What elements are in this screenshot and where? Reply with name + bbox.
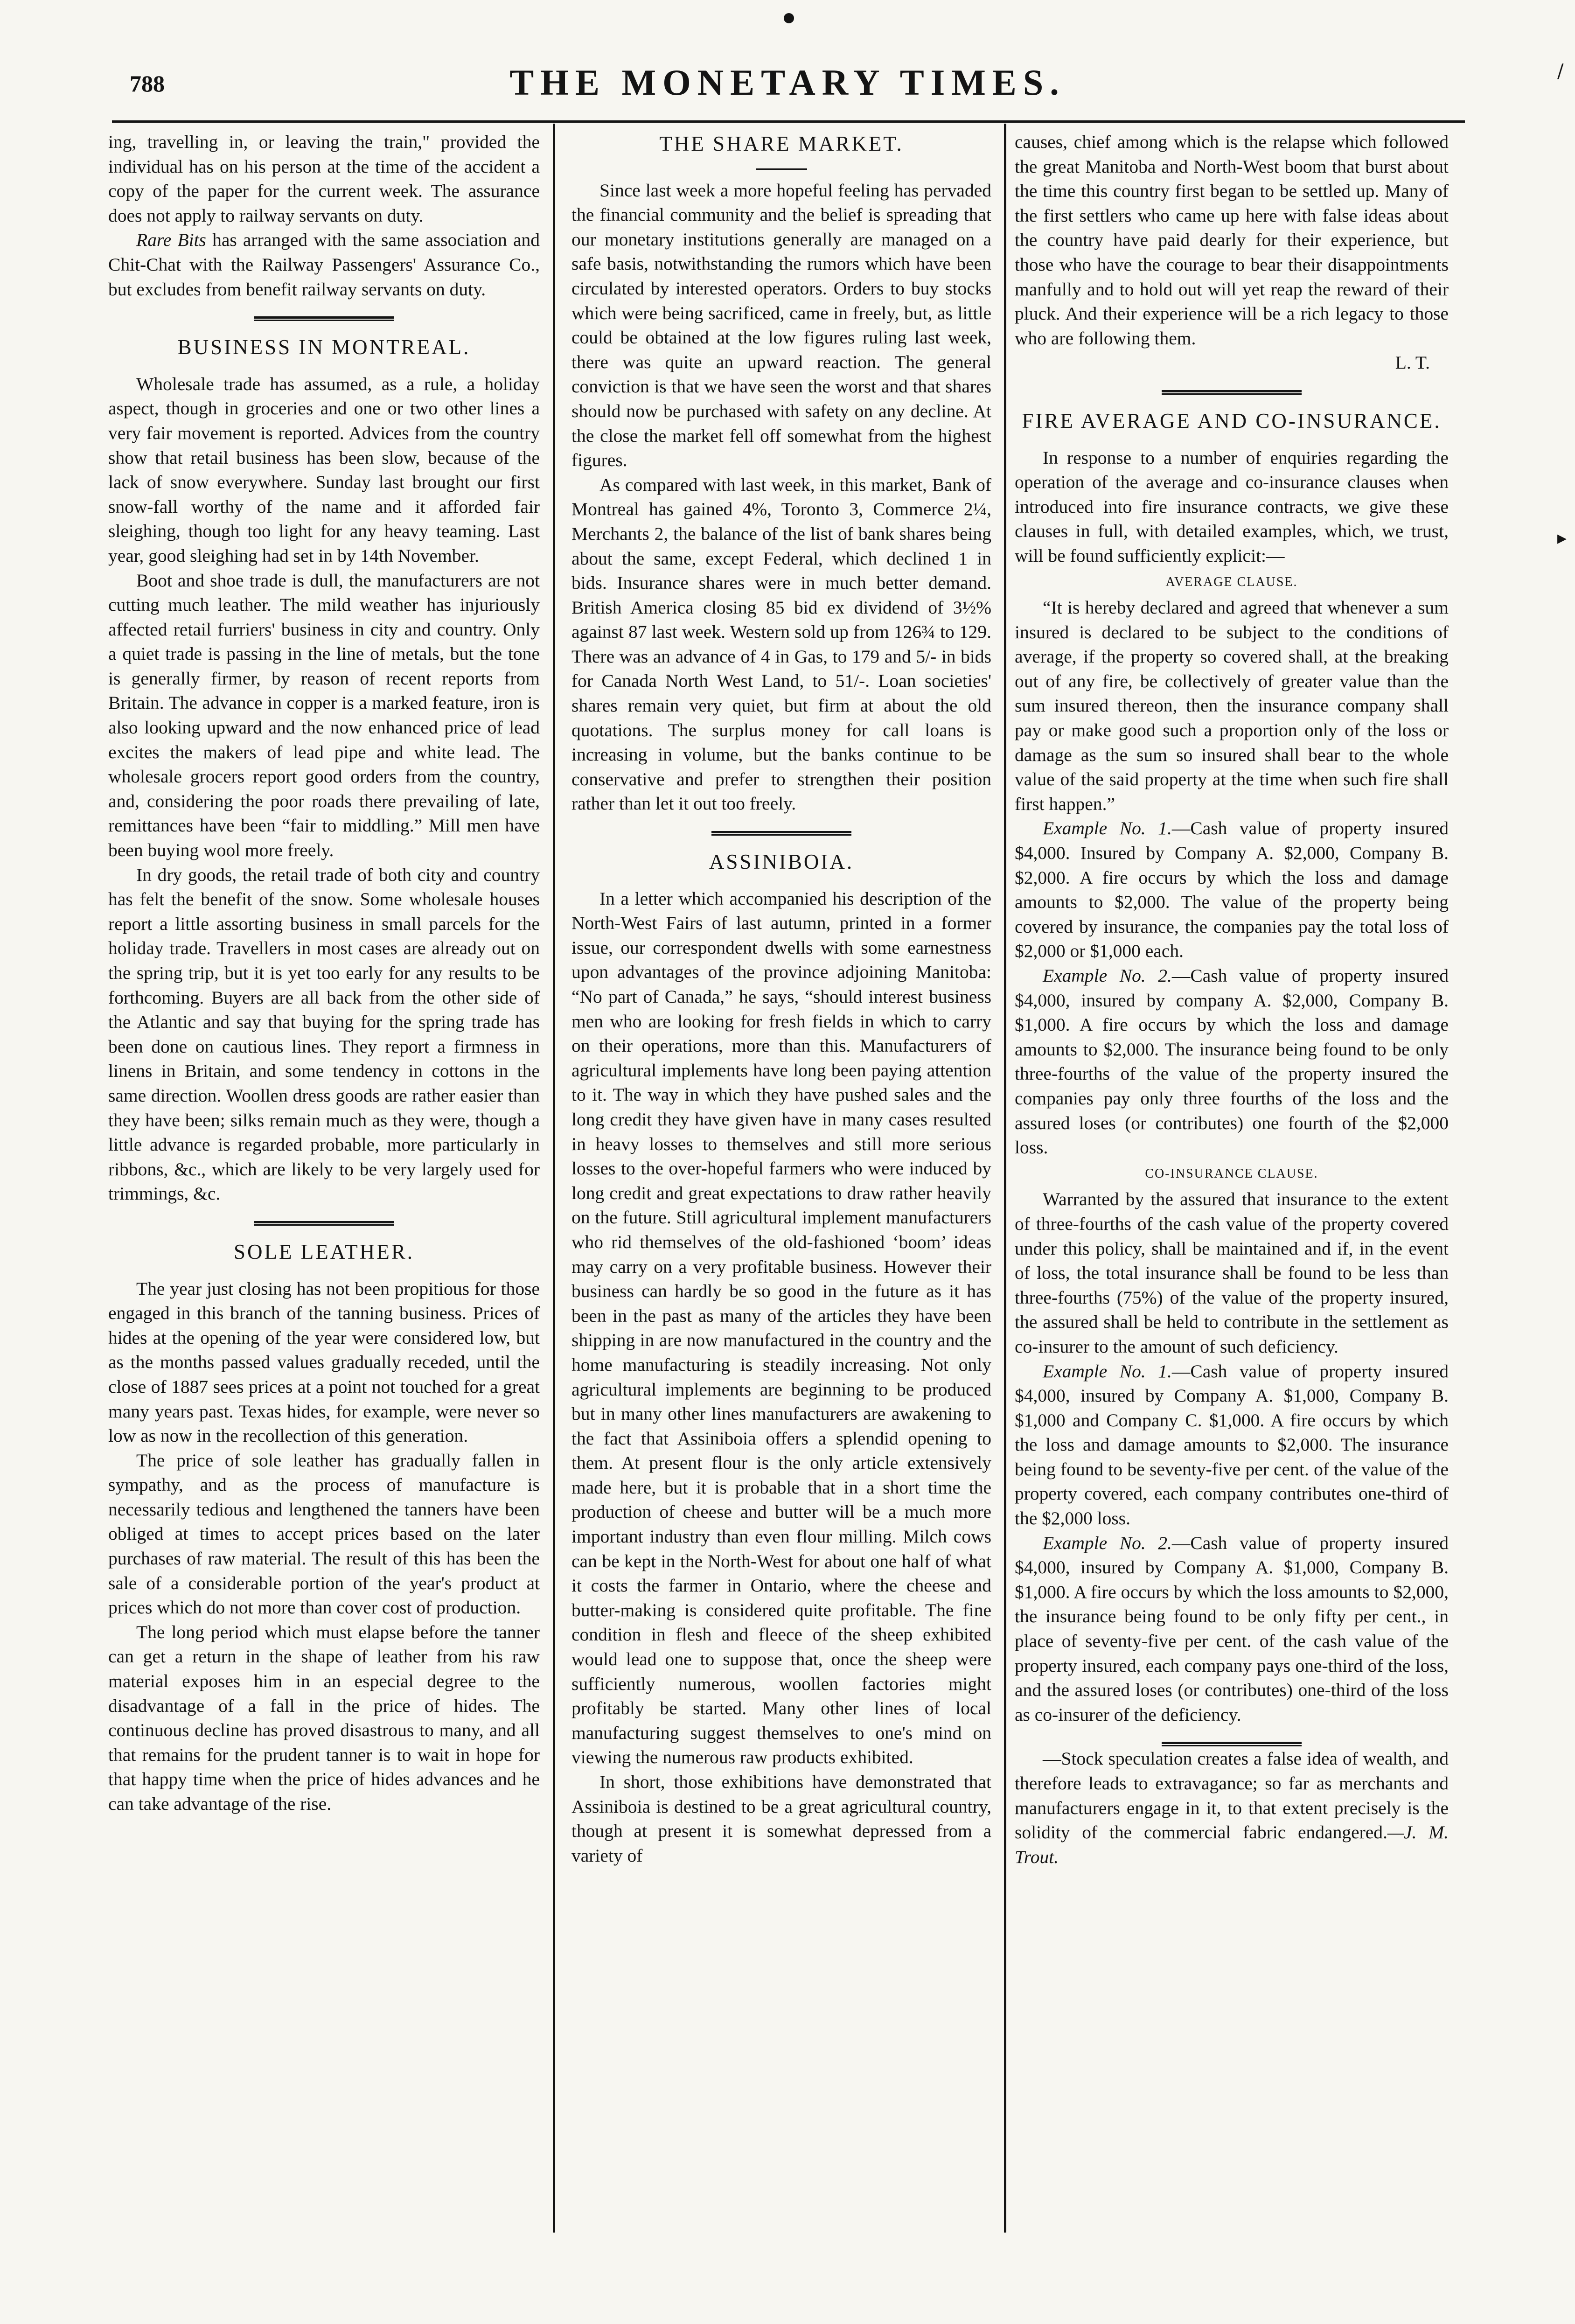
emphasis: Example No. 1.	[1043, 818, 1172, 839]
signature: L. T.	[1395, 352, 1430, 373]
paragraph-text: —Cash value of property insured $4,000. Insured by Company A. $2,000, Company B. $2,000. A fire occurs by which the loss and damage amounts to $2,000. The value of the property being covered by insurance, the companies pay the total loss of $2,000 or $1,000 each.	[1015, 818, 1449, 962]
paragraph-text: has arranged with the same association and Chit-Chat with the Railway Passengers' Assurance Co., but excludes from benefit railway servants on duty.	[108, 230, 540, 300]
paragraph-text: In a letter which accompanied his description of the North-West Fairs of last autumn, printed in a former issue, our correspondent dwells with some earnestness upon advantages of the province adjoining Manitoba: “No part of Canada,” he says, “should interest business men who are looking for fresh fields in which to carry on their operations, more than this. Manufacturers of agricultural implements have long been paying attention to it. The way in which they have pushed sales and the long credit they have given have in many cases resulted in heavy losses to themselves and still more serious losses to the over-hopeful farmers who were induced by long credit and great expectations to draw rather heavily on the future. Still agricultural implement manufacturers who rid themselves of the old-fashioned ‘boom’ ideas may carry on a very profitable business. However their business can hardly be so good in the future as it has been in the past as many of the articles they have been shipping in are now manufactured in the country and the home manufacturing is steadily increasing. Not only agricultural implements are beginning to be produced but in many other lines manufacturers are awakening to the fact that Assiniboia offers a splendid opening to them. At present flour is the only article extensively made here, but it is probable that in a short time the production of cheese and butter will be a much more important industry than even flour milling. Milch cows can be kept in the North-West for about one half of what it costs the farmer in Ontario, where the cheese and butter-making is considered quite profitable. The fine condition in flesh and fleece of the sheep exhibited would lead one to suppose that, once the sheep were sufficiently numerous, woollen factories might profitably be started. Many other lines of local manufacturing suggest themselves to one's mind on viewing the numerous raw products exhibited.	[571, 888, 991, 1768]
paragraph-text: ing, travelling in, or leaving the train," provided the individual has on his person at the time of the accident a copy of the paper for the current week. The assurance does not apply to railway servants on duty.	[108, 132, 540, 226]
paragraph-text: —Stock speculation creates a false idea of wealth, and therefore leads to extravagance; so far as merchants and manufacturers engage in it, to that extent precisely is the solidity of the commercial fabric endangered.	[1015, 1748, 1449, 1843]
margin-mark: ▸	[1557, 527, 1567, 549]
paragraph	[571, 473, 991, 816]
paragraph	[108, 372, 540, 568]
section-rule	[1162, 390, 1302, 395]
paragraph-text: —Cash value of property insured $4,000, insured by Company A. $1,000, Company B. $1,000. A fire occurs by which the loss amounts to $2,000, the insurance being found to be only fifty per cent., in place of seventy-five per cent. of the cash value of the property insured, each company pays one-third of the loss, and the assured loses (or contributes) one-third of the loss as co-insurer of the deficiency.	[1015, 1532, 1449, 1725]
section-heading: BUSINESS IN MONTREAL.	[177, 335, 471, 359]
section-rule	[254, 316, 394, 321]
section-rule	[711, 831, 851, 836]
emphasis: Example No. 2.	[1043, 1532, 1172, 1553]
section-rule	[254, 1221, 394, 1226]
margin-mark: /	[1557, 61, 1564, 82]
paragraph	[1015, 1531, 1449, 1727]
column-left	[108, 130, 540, 2276]
paragraph-text: In short, those exhibitions have demonstrated that Assiniboia is destined to be a great agricultural country, though at present it is somewhat depressed from a variety of	[571, 1772, 991, 1866]
paragraph-text: Since last week a more hopeful feeling has pervaded the financial community and the belief is spreading that our monetary institutions generally are managed on a safe basis, notwithstanding the rumors which have been circulated by interested operators. Orders to buy stocks which were being sacrificed, came in freely, but, as little could be obtained at the low figures ruling last week, there was quite an upward reaction. The general conviction is that we have seen the worst and that shares should now be purchased with safety on any decline. At the close the market fell off somewhat from the highest figures.	[571, 180, 991, 471]
paragraph	[1015, 1359, 1449, 1531]
section-heading: FIRE AVERAGE AND CO-INSURANCE.	[1022, 409, 1442, 433]
paragraph	[108, 568, 540, 863]
paragraph	[1015, 816, 1449, 963]
section-rule	[1162, 1742, 1302, 1746]
paragraph	[108, 1620, 540, 1816]
paragraph	[571, 1770, 991, 1868]
paragraph-text: Wholesale trade has assumed, as a rule, a holiday aspect, though in groceries and one or two other lines a very fair movement is reported. Advices from the country show that retail business has been slow, because of the lack of snow everywhere. Sunday last brought our first snow-fall worthy of the name and it afforded fair sleighing, though too light for any heavy teaming. Last year, good sleighing had set in by 14th November.	[108, 373, 540, 566]
paragraph-text: “It is hereby declared and agreed that whenever a sum insured is declared to be subject to the conditions of average, if the property so covered shall, at the breaking out of any fire, be collectively of greater value than the sum insured thereon, then the insurance company shall pay or make good such a proportion only of the loss or damage as the sum so insured shall bear to the whole value of the said property at the time when such fire shall first happen.”	[1015, 597, 1449, 814]
paragraph-text: —Cash value of property insured $4,000, insured by Company A. $1,000, Company B. $1,000 and Company C. $1,000. A fire occurs by which the loss and damage amounts to $2,000. The insurance being found to be seventy-five per cent. of the value of the property covered, each company contributes one-third of the $2,000 loss.	[1015, 1361, 1449, 1529]
header-rule	[112, 120, 1465, 123]
paragraph-text: —Cash value of property insured $4,000, insured by company A. $2,000, Company B. $1,000. A fire occurs by which the loss and damage amounts to $2,000. The insurance being found to be only three-fourths of the value of the property insured the companies pay only three fourths of the loss and the assured loses (or contributes) one fourth of the $2,000 loss.	[1015, 965, 1449, 1158]
column-divider	[1004, 124, 1006, 2233]
clause-title: AVERAGE CLAUSE.	[1165, 574, 1298, 589]
masthead: THE MONETARY TIMES.	[509, 62, 1066, 103]
section-heading: ASSINIBOIA.	[709, 850, 854, 874]
paragraph-text: Boot and shoe trade is dull, the manufacturers are not cutting much leather. The mild weather has injuriously affected retail furriers' business in city and country. Only a quiet trade is passing in the line of metals, but the tone is generally firmer, by reason of recent reports from Britain. The advance in copper is a marked feature, iron is also looking upward and the now enhanced price of lead excites the makers of lead pipe and white lead. The wholesale grocers report good orders from the country, and, considering the poor roads there prevailing of late, remittances have been “fair to middling.” Mill men have been buying wool more freely.	[108, 570, 540, 861]
paragraph-text: The price of sole leather has gradually fallen in sympathy, and as the process of manufacture is necessarily tedious and lengthened the tanners have been obliged at times to accept prices based on the later purchases of raw material. The result of this has been the sale of a considerable portion of the year's product at prices which do not more than cover cost of production.	[108, 1450, 540, 1618]
column-divider	[553, 124, 555, 2233]
page-number: 788	[130, 70, 165, 97]
paragraph-text: The long period which must elapse before the tanner can get a return in the shape of leather from his raw material exposes him in an especial degree to the disadvantage of a fall in the price of hides. The continuous decline has proved disastrous to many, and all that remains for the prudent tanner is to wait in hope for that happy time when the price of hides advances and he can take advantage of the rise.	[108, 1621, 540, 1814]
paragraph-text: The year just closing has not been propitious for those engaged in this branch of the tanning business. Prices of hides at the opening of the year were considered low, but as the months passed values gradually receded, until the close of 1887 sees prices at a point not touched for a great many years past. Texas hides, for example, were never so low as now in the recollection of this generation.	[108, 1278, 540, 1446]
column-right	[1015, 130, 1449, 2276]
paragraph-text: Warranted by the assured that insurance to the extent of three-fourths of the cash value of the property covered under this policy, shall be maintained and if, in the event of loss, the total insurance shall be found to be less than three-fourths (75%) of the value of the property insured, the assured shall be held to contribute in the settlement as co-insurer to the amount of such deficiency.	[1015, 1189, 1449, 1357]
paragraph	[571, 178, 991, 473]
paragraph	[1015, 1746, 1449, 1869]
paragraph-text: In dry goods, the retail trade of both city and country has felt the benefit of the snow. Some wholesale houses report a little assorting business in small parcels for the holiday trade. Travellers in most cases are already out on the spring trip, but it is yet too early for any results to be forthcoming. Buyers are all back from the other side of the Atlantic and say that buying for the spring trade has been done on cautious lines. They report a firmness in linens in Britain, and some tendency in cottons in the same direction. Woollen dress goods are rather easier than they have been; silks remain much as they were, though a little advance is regarded probable, more particularly in ribbons, &c., which are likely to be very largely used for trimmings, &c.	[108, 864, 540, 1204]
section-heading: THE SHARE MARKET.	[659, 132, 904, 155]
author-credit: —J. M. Trout.	[1015, 1822, 1449, 1867]
printer-dot	[784, 13, 794, 23]
paragraph-text: causes, chief among which is the relapse which followed the great Manitoba and North-West boom that burst about the time this country first began to be settled up. Many of the first settlers who came up here with false ideas about the country have paid dearly for their experience, but those who have the courage to bear their disappointments manfully and to hold out will yet reap the reward of their pluck. And their experience will be a rich legacy to those who are following them.	[1015, 132, 1449, 349]
paragraph	[1015, 595, 1449, 816]
paragraph-text: As compared with last week, in this market, Bank of Montreal has gained 4%, Toronto 3, Commerce 2¼, Merchants 2, the balance of the list of bank shares being about the same, except Federal, which declined 1 in bids. Insurance shares were in much better demand. British America closing 85 bid ex dividend of 3½% against 87 last week. Western sold up from 126¾ to 129. There was an advance of 4 in Gas, to 179 and 5/- in bids for Canada North West Land, to 51/-. Loan societies' shares remain very quiet, but firm at about the old quotations. The surplus money for call loans is increasing in volume, but the banks continue to be conservative and prefer to strengthen their position rather than let it out too freely.	[571, 474, 991, 814]
emphasis: Rare Bits	[136, 230, 206, 251]
clause-title: CO-INSURANCE CLAUSE.	[1145, 1166, 1318, 1181]
section-heading: SOLE LEATHER.	[234, 1240, 414, 1263]
paragraph	[1015, 446, 1449, 568]
paragraph	[108, 1448, 540, 1620]
column-middle	[571, 130, 991, 2276]
paragraph	[108, 1277, 540, 1448]
paragraph	[1015, 963, 1449, 1160]
paragraph	[1015, 1187, 1449, 1359]
emphasis: Example No. 2.	[1043, 965, 1172, 986]
paragraph	[108, 228, 540, 301]
paragraph	[108, 130, 540, 228]
paragraph-text: In response to a number of enquiries regarding the operation of the average and co-insurance clauses when introduced into fire insurance contracts, we give these clauses in full, with detailed examples, which, we trust, will be found sufficiently explicit:—	[1015, 447, 1449, 566]
heading-underline	[756, 168, 807, 170]
paragraph	[571, 886, 991, 1770]
paragraph	[1015, 130, 1449, 350]
emphasis: Example No. 1.	[1043, 1361, 1172, 1382]
paragraph	[108, 863, 540, 1206]
